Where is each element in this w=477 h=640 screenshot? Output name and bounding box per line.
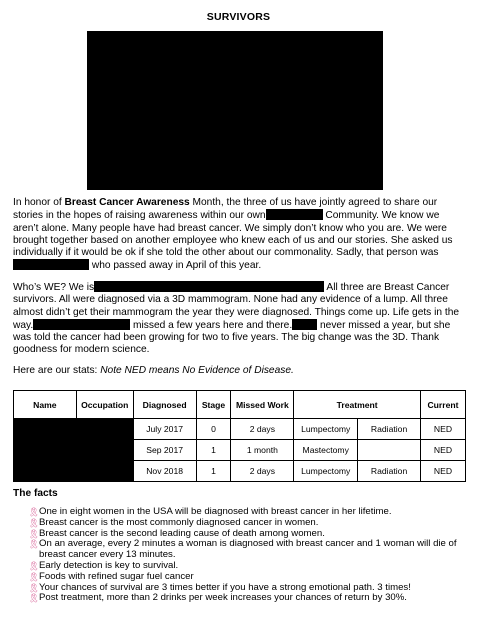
pink-ribbon-icon: 🎗︎ <box>28 517 40 528</box>
col-header-current: Current <box>421 391 466 419</box>
redaction-block <box>33 319 130 330</box>
text: Month, the three of us have jointly agreed to share our stories in the hopes of raising awareness within our own <box>13 197 438 222</box>
redacted-photo <box>87 31 383 190</box>
list-item <box>28 539 468 561</box>
cell-treatment-1: Lumpectomy <box>294 461 358 482</box>
text: who passed away in April of this year. <box>89 260 262 272</box>
cell-diagnosed: Nov 2018 <box>133 461 196 482</box>
fact-text: Post treatment, more than 2 drinks per week increases your chances of return by 30%. <box>39 592 407 604</box>
who-paragraph <box>13 281 465 357</box>
fact-text: Early detection is key to survival. <box>39 559 179 571</box>
redacted-name-cell <box>14 419 77 482</box>
cell-stage: 1 <box>196 461 231 482</box>
awareness-bold: Breast Cancer Awareness <box>64 197 190 208</box>
cell-treatment-2: Radiation <box>358 419 421 440</box>
pink-ribbon-icon: 🎗︎ <box>28 539 40 550</box>
fact-text: Foods with refined sugar fuel cancer <box>39 570 194 582</box>
pink-ribbon-icon: 🎗︎ <box>28 507 40 517</box>
col-header-diagnosed: Diagnosed <box>133 391 196 419</box>
text: All three are Breast Cancer survivors. All were diagnosed via a 3D mammogram. None had any evidence of a lump. All three almost didn’t get their mammogram the year they were diagnosed. Things come up. Life gets in the way. <box>13 282 460 331</box>
ned-note: Note NED means No Evidence of Disease. <box>100 365 294 376</box>
col-header-occupation: Occupation <box>76 391 133 419</box>
text: missed a few years here and there. <box>130 319 293 331</box>
redacted-occupation-cell <box>76 419 133 482</box>
cell-diagnosed: Sep 2017 <box>133 440 196 461</box>
text: Community. We know we aren’t alone. Many people have had breast cancer. We simply don’t know who you are. We were brought together based on another employee who knew each of us and our stories. She asked us individually if it would be ok if she told the other about our commonality. Sadly, that person was <box>13 210 453 259</box>
col-header-missed-work: Missed Work <box>231 391 294 419</box>
text: In honor of <box>13 197 65 208</box>
table-header-row <box>14 391 466 419</box>
col-header-treatment: Treatment <box>294 391 421 419</box>
col-header-stage: Stage <box>196 391 231 419</box>
list-item <box>28 593 468 604</box>
stats-intro <box>13 365 465 377</box>
text: Who’s WE? We is <box>13 282 95 293</box>
cell-missed-work: 2 days <box>231 461 294 482</box>
cell-current: NED <box>421 440 466 461</box>
cell-missed-work: 1 month <box>231 440 294 461</box>
cell-treatment-1: Mastectomy <box>294 440 358 461</box>
redaction-block <box>292 319 317 330</box>
cell-diagnosed: July 2017 <box>133 419 196 440</box>
text: Here are our stats: <box>13 365 101 376</box>
pink-ribbon-icon: 🎗︎ <box>28 582 40 593</box>
fact-text: Breast cancer is the second leading cause of death among women. <box>39 527 325 539</box>
fact-text: Breast cancer is the most commonly diagnosed cancer in women. <box>39 516 319 528</box>
col-header-name: Name <box>14 391 77 419</box>
text: never missed a year, but she was told the cancer had been growing for two to five years. The big change was the 3D. Thank goodness for modern science. <box>13 319 451 356</box>
pink-ribbon-icon: 🎗︎ <box>28 571 40 582</box>
cell-current: NED <box>421 461 466 482</box>
facts-heading: The facts <box>13 488 58 499</box>
pink-ribbon-icon: 🎗︎ <box>28 593 40 604</box>
table-row <box>14 419 466 440</box>
cell-treatment-2 <box>358 440 421 461</box>
cell-treatment-1: Lumpectomy <box>294 419 358 440</box>
redaction-block <box>266 209 323 220</box>
cell-treatment-2: Radiation <box>358 461 421 482</box>
page-title: SURVIVORS <box>206 11 271 23</box>
facts-list <box>28 507 468 604</box>
pink-ribbon-icon: 🎗︎ <box>28 528 40 539</box>
redaction-block <box>94 281 324 292</box>
cell-stage: 1 <box>196 440 231 461</box>
stats-table <box>13 390 466 482</box>
fact-text: Your chances of survival are 3 times better if you have a strong emotional path. 3 times! <box>39 581 411 593</box>
redaction-block <box>13 259 89 270</box>
cell-missed-work: 2 days <box>231 419 294 440</box>
pink-ribbon-icon: 🎗︎ <box>28 560 40 571</box>
cell-stage: 0 <box>196 419 231 440</box>
fact-text: One in eight women in the USA will be diagnosed with breast cancer in her lifetime. <box>39 506 392 517</box>
fact-text: On an average, every 2 minutes a woman is diagnosed with breast cancer and 1 woman will die of breast cancer every 13 minutes. <box>39 538 457 561</box>
cell-current: NED <box>421 419 466 440</box>
intro-paragraph <box>13 197 465 273</box>
